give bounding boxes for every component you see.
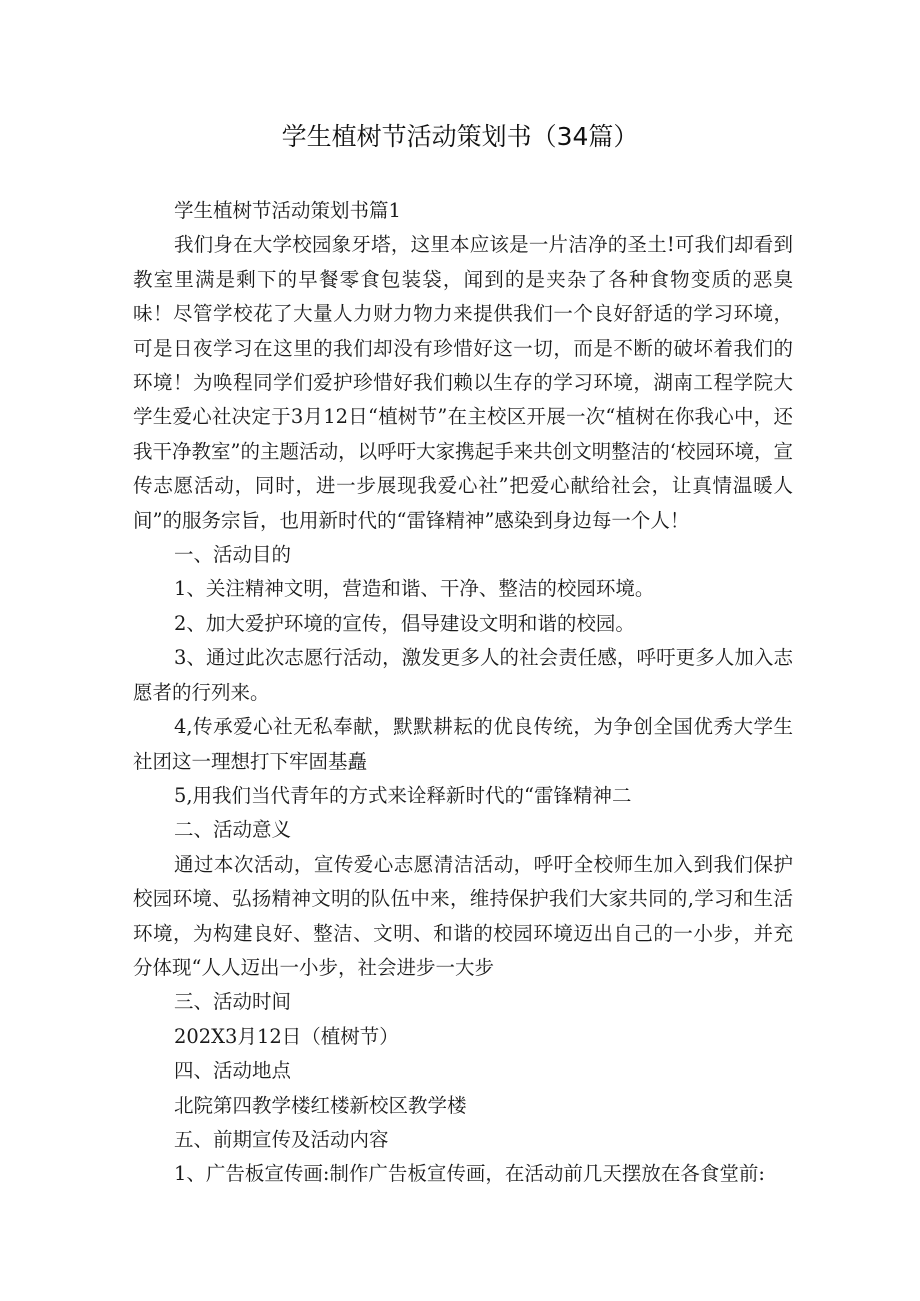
section-heading: 三、活动时间 [173,990,291,1014]
document-body [133,194,793,1192]
section-heading: 四、活动地点 [173,1059,291,1083]
date-text: 202X3月12日（植树节） [173,1024,399,1048]
location-text: 北院第四教学楼红楼新校区教学楼 [173,1093,467,1117]
section-heading: 学生植树节活动策划书篇1 [173,199,401,222]
list-item: 1、广告板宣传画:制作广告板宣传画，在活动前几天摆放在各食堂前: [173,1162,765,1186]
intro-paragraph: 我们身在大学校园象牙塔，这里本应该是一片洁净的圣土!可我们却看到教室里满是剩下的早餐零食包装袋，闻到的是夹杂了各种食物变质的恶臭味！尽管学校花了大量人力财力物力来提供我们一个良好舒适的学习环境，可是日夜学习在这里的我们却没有珍惜好这一切，而是不断的破坏着我们的环境！为唤程同学们爱护珍惜好我们赖以生存的学习环境，湖南工程学院大学生爱心社决定于3月12日“植树节”在主校区开展一次“植树在你我心中，还我干净教室”的主题活动，以呼吁大家携起手来共创文明整洁的‘校园环境，宣传志愿活动，同时，进一步展现我爱心社”把爱心献给社会，让真情温暖人间”的服务宗旨，也用新时代的“雷锋精神”感染到身边每一个人！ [133,233,793,532]
body-paragraph: 通过本次活动，宣传爱心志愿清洁活动，呼吁全校师生加入到我们保护校园环境、弘扬精神文明的队伍中来，维持保护我们大家共同的,学习和生活环境，为构建良好、整洁、文明、和谐的校园环境迈出自己的一小步，并充分体现“人人迈出一小步，社会进步一大步 [133,852,793,979]
section-heading: 五、前期宣传及活动内容 [173,1127,389,1151]
list-item: 2、加大爱护环境的宣传，倡导建设文明和谐的校园。 [173,611,635,635]
list-item: 5,用我们当代青年的方式来诠释新时代的“雷锋精神二 [173,783,632,807]
list-item: 1、关注精神文明，营造和谐、干净、整洁的校园环境。 [173,577,655,601]
list-item: 3、通过此次志愿行活动，激发更多人的社会责任感，呼吁更多人加入志愿者的行列来。 [133,646,793,704]
document-title: 学生植树节活动策划书（34篇） [281,122,639,151]
list-item: 4,传承爱心社无私奉献，默默耕耘的优良传统，为争创全国优秀大学生社团这一理想打下牢固基矗 [133,715,793,773]
section-heading: 二、活动意义 [173,818,291,842]
section-heading: 一、活动目的 [173,543,291,567]
